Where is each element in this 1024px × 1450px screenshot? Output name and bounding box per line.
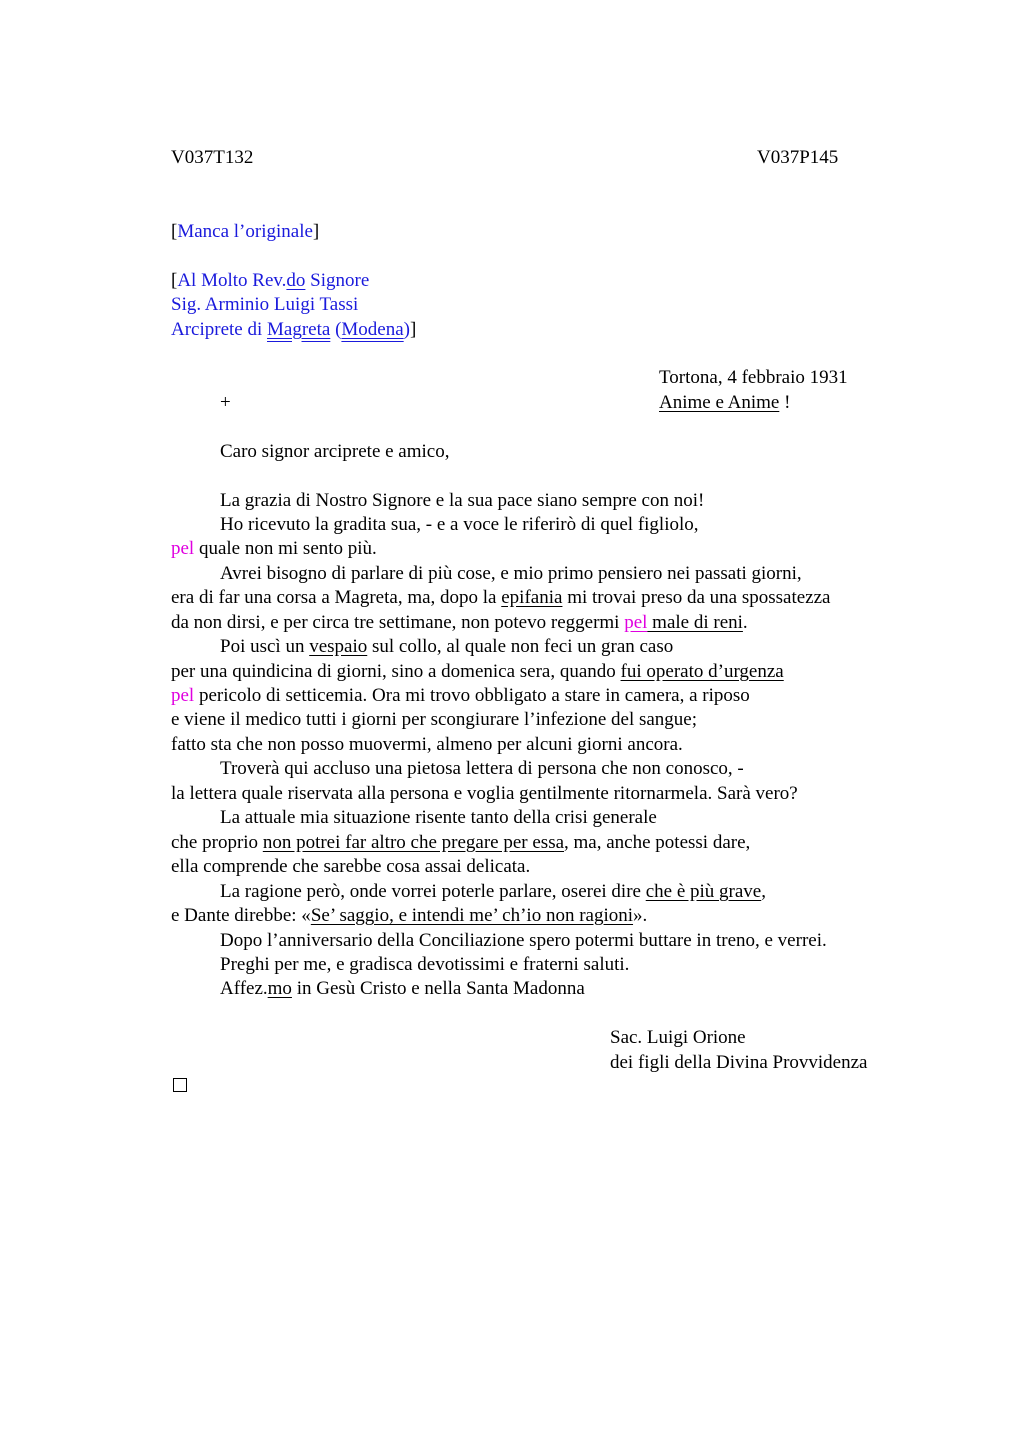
body-line: e viene il medico tutti i giorni per scongiurare l’infezione del sangue;: [171, 709, 698, 730]
body-line: Preghi per me, e gradisca devotissimi e fraterni saluti.: [220, 954, 630, 975]
address-line-2: Sig. Arminio Luigi Tassi: [171, 294, 359, 315]
body-line: che proprio non potrei far altro che pregare per essa, ma, anche potessi dare,: [171, 832, 751, 853]
body-line: la lettera quale riservata alla persona e voglia gentilmente ritornarmela. Sarà vero?: [171, 783, 798, 804]
document-code-right: V037P145: [757, 147, 839, 168]
body-line: per una quindicina di giorni, sino a domenica sera, quando fui operato d’urgenza: [171, 661, 784, 682]
body-line: Dopo l’anniversario della Conciliazione spero potermi buttare in treno, e verrei.: [220, 930, 827, 951]
end-marker-box: [173, 1078, 187, 1092]
body-line: fatto sta che non posso muovermi, almeno per alcuni giorni ancora.: [171, 734, 683, 755]
salutation: Caro signor arciprete e amico,: [220, 441, 450, 462]
body-line: Poi uscì un vespaio sul collo, al quale non feci un gran caso: [220, 636, 674, 657]
signature-title: dei figli della Divina Provvidenza: [610, 1052, 868, 1073]
cross-mark: +: [220, 392, 231, 413]
document-code-left: V037T132: [171, 147, 254, 168]
signature-name: Sac. Luigi Orione: [610, 1027, 746, 1048]
body-line: La grazia di Nostro Signore e la sua pace siano sempre con noi!: [220, 490, 705, 511]
body-line: ella comprende che sarebbe cosa assai delicata.: [171, 856, 531, 877]
place-date: Tortona, 4 febbraio 1931: [659, 367, 848, 388]
body-line: Troverà qui accluso una pietosa lettera di persona che non conosco, -: [220, 758, 744, 779]
closing-line: Affez.mo in Gesù Cristo e nella Santa Madonna: [220, 978, 585, 999]
editorial-note: [Manca l’originale]: [171, 221, 320, 242]
body-line: era di far una corsa a Magreta, ma, dopo la epifania mi trovai preso da una spossatezza: [171, 587, 831, 608]
body-line: Ho ricevuto la gradita sua, - e a voce le riferirò di quel figliolo,: [220, 514, 699, 535]
address-line-3: Arciprete di Magreta (Modena)]: [171, 319, 417, 340]
body-line: da non dirsi, e per circa tre settimane, non potevo reggermi pel male di reni.: [171, 612, 748, 633]
address-line-1: [Al Molto Rev.do Signore: [171, 270, 370, 291]
body-line: La attuale mia situazione risente tanto della crisi generale: [220, 807, 657, 828]
body-line: Avrei bisogno di parlare di più cose, e mio primo pensiero nei passati giorni,: [220, 563, 802, 584]
body-line: pel pericolo di setticemia. Ora mi trovo obbligato a stare in camera, a riposo: [171, 685, 750, 706]
body-line: e Dante direbbe: «Se’ saggio, e intendi me’ ch’io non ragioni».: [171, 905, 648, 926]
motto: Anime e Anime !: [659, 392, 791, 413]
body-line: La ragione però, onde vorrei poterle parlare, oserei dire che è più grave,: [220, 881, 766, 902]
body-line: pel quale non mi sento più.: [171, 538, 377, 559]
